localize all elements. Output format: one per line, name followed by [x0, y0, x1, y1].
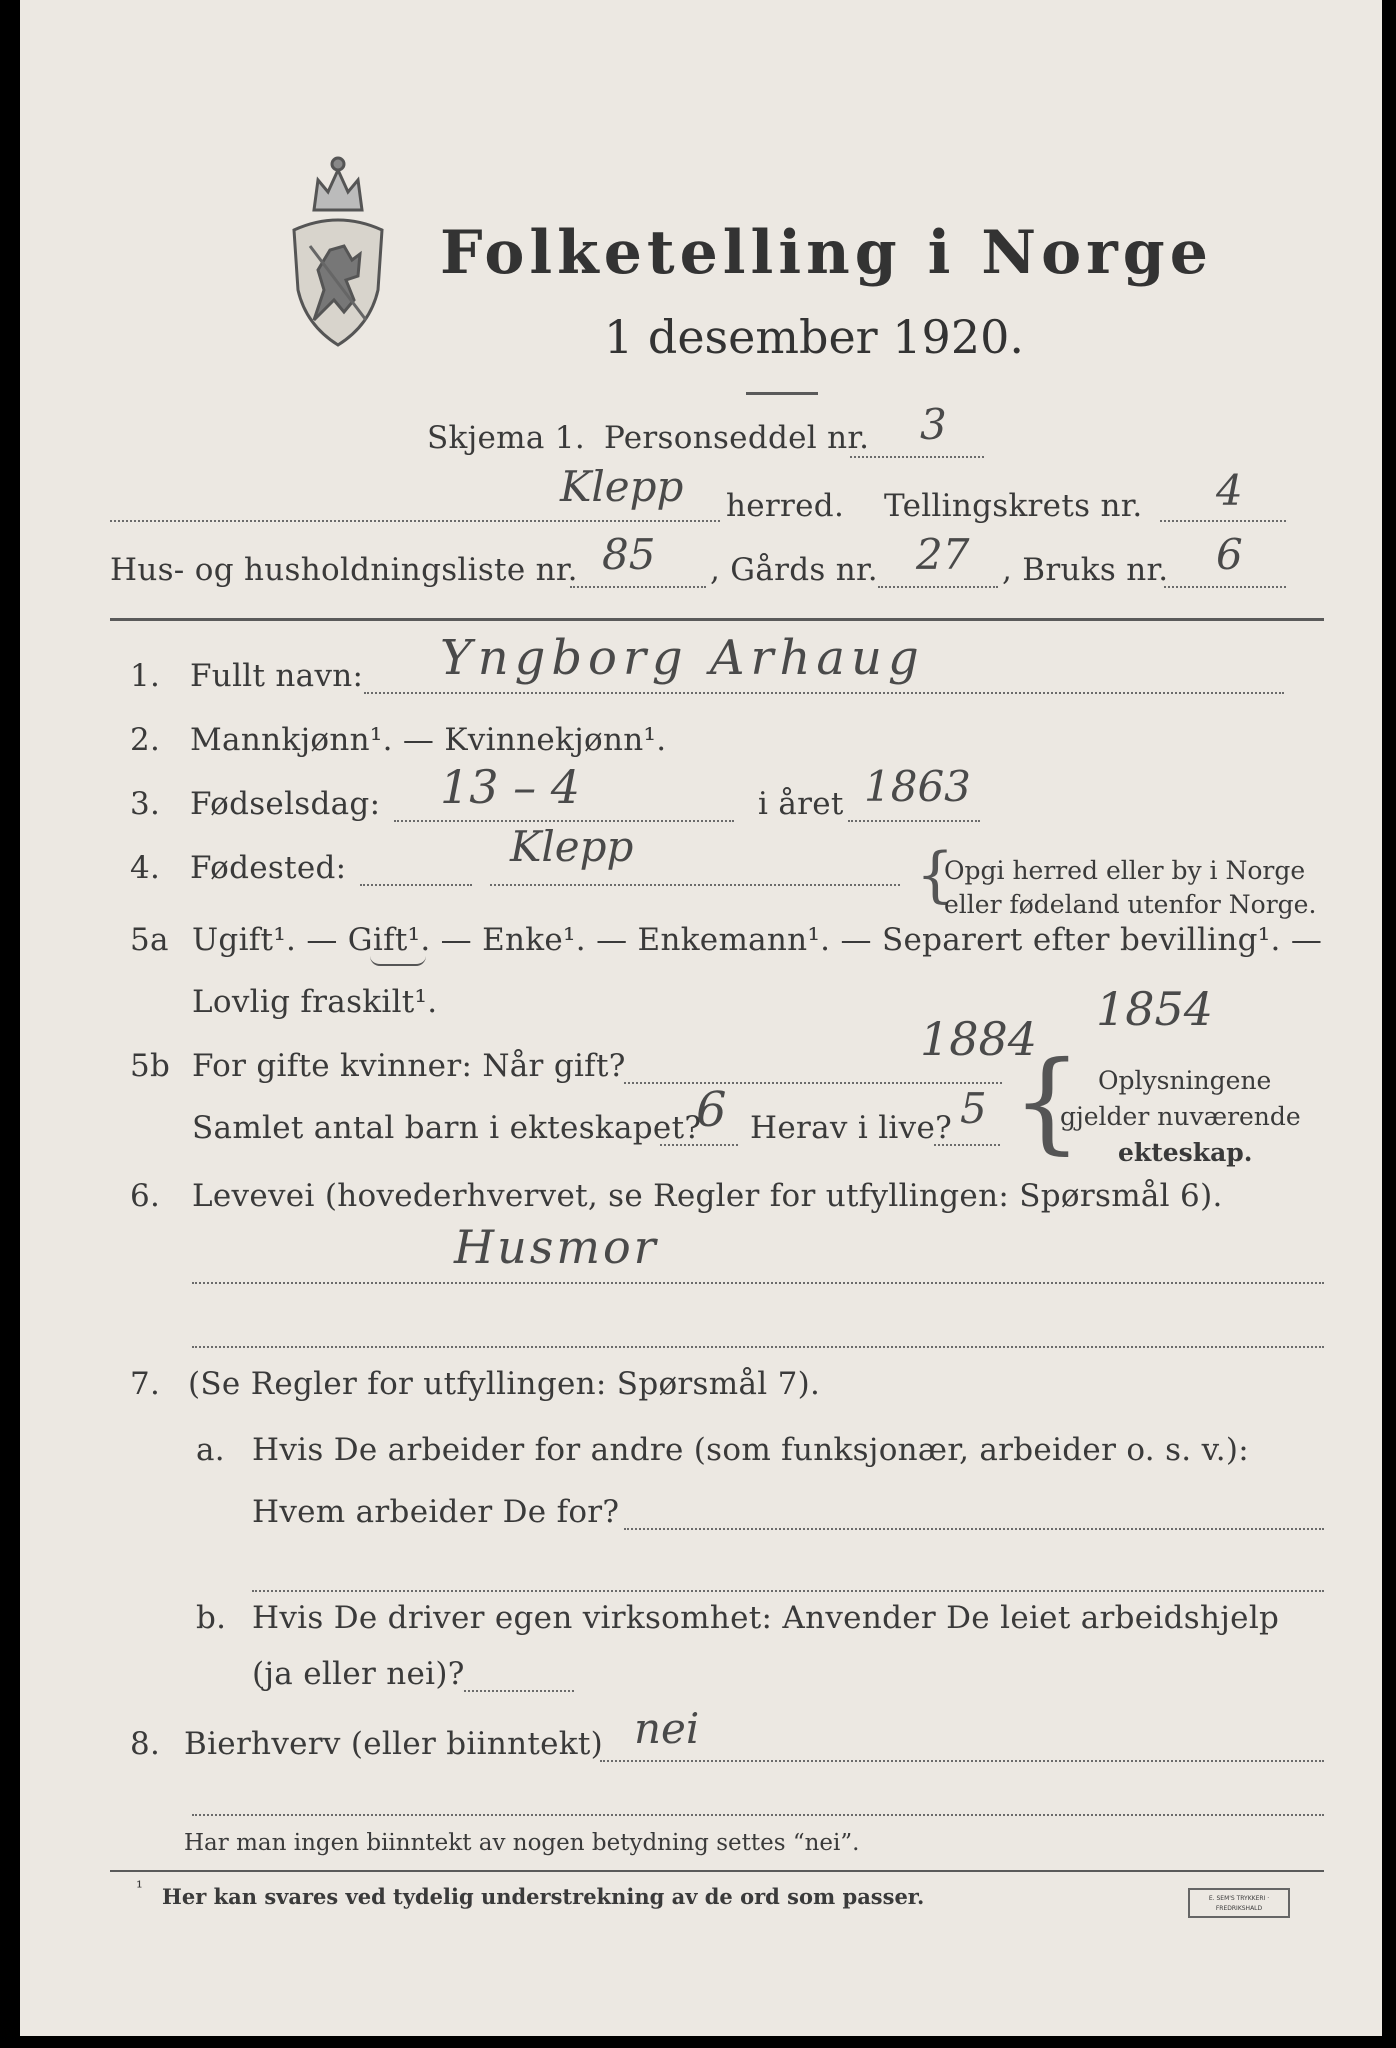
- bruks-value: 6: [1216, 530, 1243, 579]
- q7b-line1: Hvis De driver egen virksomhet: Anvender De leiet arbeidshjelp: [252, 1600, 1280, 1636]
- married-when-field-line[interactable]: [624, 1082, 1002, 1084]
- q5b-number: 5b: [130, 1048, 171, 1084]
- q7a-letter: a.: [196, 1432, 225, 1468]
- full-name-field-line[interactable]: [364, 692, 1284, 694]
- children-alive-field-line[interactable]: [934, 1144, 1000, 1146]
- husliste-label: Hus- og husholdningsliste nr.: [110, 552, 578, 588]
- birth-year-label: i året: [758, 786, 844, 822]
- bruks-field-line[interactable]: [1164, 586, 1286, 588]
- footnote-mark: ¹: [136, 1878, 143, 1898]
- children-count-label: Samlet antal barn i ekteskapet?: [192, 1110, 702, 1146]
- gender-options[interactable]: Mannkjønn¹. — Kvinnekjønn¹.: [190, 722, 667, 758]
- occupation-field-line-1[interactable]: [192, 1282, 1324, 1284]
- marriage-note-line1: Oplysningene: [1098, 1066, 1272, 1095]
- form-date: 1 desember 1920.: [604, 310, 1024, 364]
- side-income-field-line-2[interactable]: [192, 1814, 1324, 1816]
- form-title: Folketelling i Norge: [440, 218, 1213, 288]
- herred-field-line[interactable]: [110, 520, 720, 522]
- gards-value: 27: [916, 530, 970, 579]
- children-alive-value: 5: [960, 1084, 987, 1133]
- full-name-value: Yngborg Arhaug: [440, 630, 925, 686]
- q8-label: Bierhverv (eller biinntekt): [184, 1726, 604, 1762]
- employer-field-line-2[interactable]: [252, 1590, 1324, 1592]
- birthplace-note-brace: {: [916, 840, 955, 910]
- herred-value: Klepp: [560, 462, 684, 511]
- marriage-note-brace: {: [1012, 1037, 1082, 1165]
- personseddel-label: Personseddel nr.: [604, 420, 870, 456]
- side-income-value: nei: [634, 1704, 700, 1753]
- birthplace-note-line1: Opgi herred eller by i Norge: [944, 856, 1306, 885]
- hired-help-field-line[interactable]: [464, 1690, 574, 1692]
- occupation-value: Husmor: [454, 1220, 659, 1274]
- q7a-line2: Hvem arbeider De for?: [252, 1494, 620, 1530]
- married-when-value: 1884: [920, 1012, 1038, 1066]
- q5a-number: 5a: [130, 922, 169, 958]
- header-separator: [110, 618, 1324, 621]
- birthplace-note-line2: eller fødeland utenfor Norge.: [944, 890, 1317, 919]
- q3-number: 3.: [130, 786, 161, 822]
- q7a-line1: Hvis De arbeider for andre (som funksjonær, arbeider o. s. v.):: [252, 1432, 1250, 1468]
- personseddel-value: 3: [920, 400, 947, 449]
- birth-year-field-line[interactable]: [848, 820, 980, 822]
- q6-number: 6.: [130, 1178, 161, 1214]
- footer-note: Har man ingen biinntekt av nogen betydning settes “nei”.: [184, 1830, 860, 1856]
- q7b-line2: (ja eller nei)?: [252, 1656, 465, 1692]
- birthplace-field-line-1[interactable]: [360, 884, 472, 886]
- skjema-label: Skjema 1.: [427, 420, 585, 456]
- q7-number: 7.: [130, 1366, 161, 1402]
- employer-field-line-1[interactable]: [624, 1528, 1324, 1530]
- side-income-field-line-1[interactable]: [600, 1760, 1324, 1762]
- census-form-page: [20, 0, 1382, 2036]
- q7-label: (Se Regler for utfyllingen: Spørsmål 7).: [188, 1366, 821, 1402]
- tellingskrets-field-line[interactable]: [1160, 520, 1286, 522]
- husliste-field-line[interactable]: [570, 586, 706, 588]
- married-extra-annotation: 1854: [1096, 982, 1214, 1036]
- title-divider: [746, 392, 818, 395]
- tellingskrets-value: 4: [1216, 466, 1243, 515]
- children-alive-label: Herav i live?: [750, 1110, 953, 1146]
- gards-label-text: , Gårds nr.: [710, 552, 878, 588]
- married-when-label: For gifte kvinner: Når gift?: [192, 1048, 626, 1084]
- printer-stamp: E. SEM'S TRYKKERI · FREDRIKSHALD: [1188, 1888, 1290, 1918]
- children-count-field-line[interactable]: [660, 1144, 738, 1146]
- footnote-text: Her kan svares ved tydelig understrekning av de ord som passer.: [162, 1884, 925, 1909]
- q8-number: 8.: [130, 1726, 161, 1762]
- birthdate-value: 13 – 4: [440, 760, 581, 814]
- personseddel-field-line[interactable]: [850, 456, 984, 458]
- q1-number: 1.: [130, 658, 161, 694]
- gards-field-line[interactable]: [878, 586, 998, 588]
- occupation-field-line-2[interactable]: [192, 1346, 1324, 1348]
- marriage-note-line2: gjelder nuværende: [1060, 1102, 1301, 1131]
- marital-status-options[interactable]: Ugift¹. — Gift¹. — Enke¹. — Enkemann¹. — Separert efter bevilling¹. —: [192, 922, 1323, 958]
- birth-year-value: 1863: [864, 762, 971, 811]
- herred-label: herred.: [726, 488, 845, 524]
- q6-label: Levevei (hovederhvervet, se Regler for utfyllingen: Spørsmål 6).: [192, 1178, 1223, 1214]
- marriage-note-line3: ekteskap.: [1118, 1138, 1253, 1167]
- tellingskrets-label: Tellingskrets nr.: [884, 488, 1143, 524]
- norway-coat-of-arms-emblem: [274, 150, 402, 350]
- q1-label: Fullt navn:: [190, 658, 364, 694]
- q2-number: 2.: [130, 722, 161, 758]
- q7b-letter: b.: [196, 1600, 227, 1636]
- husliste-value: 85: [602, 530, 656, 579]
- q3-label: Fødselsdag:: [190, 786, 381, 822]
- bruks-label: , Bruks nr.: [1002, 552, 1169, 588]
- q4-label: Fødested:: [190, 850, 347, 886]
- birthplace-value: Klepp: [510, 822, 634, 871]
- q4-number: 4.: [130, 850, 161, 886]
- footer-separator: [110, 1870, 1324, 1872]
- marital-status-options-line2[interactable]: Lovlig fraskilt¹.: [192, 984, 438, 1020]
- children-count-value: 6: [696, 1082, 727, 1138]
- gift-underline-mark: [370, 956, 426, 966]
- birthplace-field-line-2[interactable]: [490, 884, 900, 886]
